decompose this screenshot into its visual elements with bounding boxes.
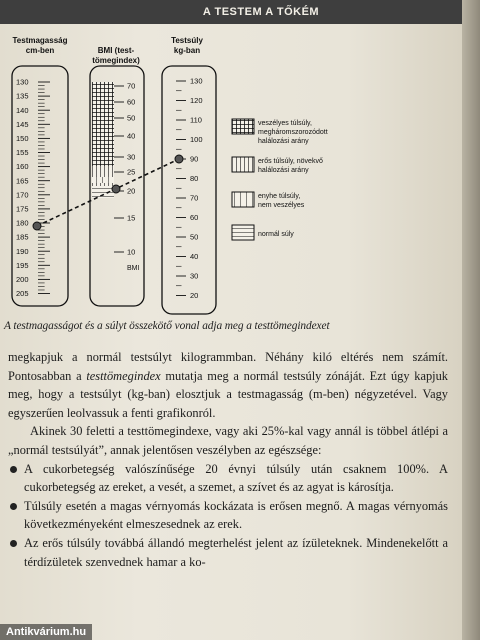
legend-label: erős túlsúly, növekvő bbox=[258, 158, 323, 165]
height-tick-label: 175 bbox=[16, 204, 29, 214]
bmi-nomogram bbox=[0, 24, 462, 316]
bmi-tick-label: 10 bbox=[127, 247, 136, 257]
height-tick-label: 160 bbox=[16, 162, 29, 172]
weight-tick-label: 70 bbox=[190, 193, 199, 203]
weight-marker bbox=[175, 155, 183, 163]
weight-tick-label: 130 bbox=[190, 76, 203, 86]
height-marker bbox=[33, 222, 41, 230]
weight-scale-unit: kg-ban bbox=[173, 46, 201, 55]
bmi-tick-label: 30 bbox=[127, 152, 136, 162]
weight-scale-title: Testsúly bbox=[171, 36, 203, 45]
bmi-tick-label: 40 bbox=[127, 131, 136, 141]
weight-scale-bar bbox=[162, 66, 216, 314]
bmi-tick-label: 50 bbox=[127, 113, 136, 123]
height-tick-label: 165 bbox=[16, 176, 29, 186]
bmi-ticks bbox=[114, 82, 135, 257]
legend bbox=[232, 119, 328, 240]
list-item: Túlsúly esetén a magas vérnyomás kockázata is erősen megnő. A magas vérnyomás következményeként elmeszesednek az erek. bbox=[8, 497, 448, 534]
height-tick-label: 140 bbox=[16, 105, 29, 115]
bmi-scale-subtitle: tömegindex) bbox=[92, 56, 140, 65]
paragraph-1-text: megkapjuk a normál testsúlyt kilogrammban. Néhány kiló eltérés nem számít. Pontosabban a bbox=[8, 350, 448, 383]
chapter-header bbox=[0, 0, 462, 24]
weight-tick-label: 100 bbox=[190, 135, 203, 145]
bmi-tick-label: 20 bbox=[127, 186, 136, 196]
weight-tick-label: 60 bbox=[190, 213, 199, 223]
height-tick-label: 200 bbox=[16, 275, 29, 284]
bmi-zone-mild bbox=[92, 177, 114, 183]
legend-label: enyhe túlsúly, bbox=[258, 193, 301, 200]
paragraph-1 bbox=[8, 348, 448, 422]
height-tick-label: 185 bbox=[16, 232, 29, 242]
paragraph-1-text-end: mutatja meg a normál testsúly zónáját. Ezt úgy kapjuk meg, hogy a testsúlyt (kg-ban) elosztjuk a testmagasság (m-ben) négyzetével. Vagy egyszerűen leolvassuk a fenti grafikonról. bbox=[8, 368, 448, 420]
risk-list bbox=[8, 460, 448, 572]
legend-swatch-vertical-sparse bbox=[232, 192, 254, 207]
weight-tick-label: 80 bbox=[190, 174, 199, 184]
legend-swatch-vertical bbox=[232, 157, 254, 172]
list-item: Az erős túlsúly továbbá állandó megterhelést jelent az ízületeknek. Mindenekelőtt a térdízületek szenvednek hamar a ko- bbox=[8, 534, 448, 571]
height-tick-label: 170 bbox=[16, 190, 29, 200]
height-scale-unit: cm-ben bbox=[25, 46, 55, 55]
height-tick-label: 195 bbox=[16, 260, 29, 270]
bmi-marker bbox=[112, 185, 120, 193]
height-tick-label: 145 bbox=[16, 119, 29, 129]
bmi-tick-label: 15 bbox=[127, 213, 136, 223]
paragraph-2: Akinek 30 feletti a testtömegindexe, vagy aki 25%-kal vagy annál is többel átlépi a „normál testsúlyát”, annak jelentősen veszélyben az egészsége: bbox=[8, 424, 448, 457]
height-ticks bbox=[16, 78, 50, 299]
height-scale-bar bbox=[12, 66, 68, 306]
watermark: Antikvárium.hu bbox=[0, 624, 92, 640]
height-scale-title: Testmagasság bbox=[12, 36, 68, 45]
legend-swatch-grid bbox=[232, 119, 254, 134]
weight-tick-label: 120 bbox=[190, 96, 203, 106]
figure-caption: A testmagasságot és a súlyt összekötő vonal adja meg a testtömegindexet bbox=[4, 320, 330, 332]
height-tick-label: 205 bbox=[16, 289, 29, 299]
height-tick-label: 130 bbox=[16, 77, 29, 87]
paragraph-1-emphasis: testtömegindex bbox=[86, 368, 161, 383]
weight-tick-label: 50 bbox=[190, 232, 199, 242]
list-item: A cukorbetegség valószínűsége 20 évnyi túlsúly után csaknem 100%. A cukorbetegség az ereket, a vesét, a szemet, a szívet és az agyat is károsítja. bbox=[8, 460, 448, 497]
legend-label: halálozási arány bbox=[258, 167, 309, 174]
legend-label: normál súly bbox=[258, 231, 294, 238]
body-text bbox=[8, 348, 448, 571]
height-tick-label: 155 bbox=[16, 148, 29, 158]
page-edge bbox=[462, 0, 480, 640]
bmi-zone-normal bbox=[92, 186, 114, 198]
legend-swatch-horizontal bbox=[232, 225, 254, 240]
height-tick-label: 135 bbox=[16, 91, 29, 101]
legend-label: nem veszélyes bbox=[258, 202, 305, 209]
height-tick-label: 180 bbox=[16, 218, 29, 228]
weight-tick-label: 30 bbox=[190, 271, 199, 281]
bmi-scale-title: BMI (test- bbox=[97, 46, 135, 55]
legend-label: veszélyes túlsúly, bbox=[258, 120, 312, 127]
bmi-tick-label: 60 bbox=[127, 97, 136, 107]
bmi-zone-dangerous bbox=[92, 82, 114, 166]
weight-tick-label: 20 bbox=[190, 291, 199, 301]
legend-label: halálozási arány bbox=[258, 138, 309, 145]
chapter-title: A TESTEM A TŐKÉM bbox=[202, 6, 320, 18]
height-tick-label: 190 bbox=[16, 246, 29, 256]
weight-tick-label: 90 bbox=[190, 154, 199, 164]
height-tick-label: 150 bbox=[16, 134, 29, 143]
bmi-tick-label: 25 bbox=[127, 167, 136, 177]
weight-tick-label: 40 bbox=[190, 252, 199, 262]
bmi-unit-label: BMI bbox=[127, 265, 140, 272]
legend-label: megháromszorozódott bbox=[258, 129, 328, 136]
bmi-tick-label: 70 bbox=[127, 81, 136, 91]
weight-ticks bbox=[176, 77, 203, 301]
weight-tick-label: 110 bbox=[190, 115, 202, 125]
